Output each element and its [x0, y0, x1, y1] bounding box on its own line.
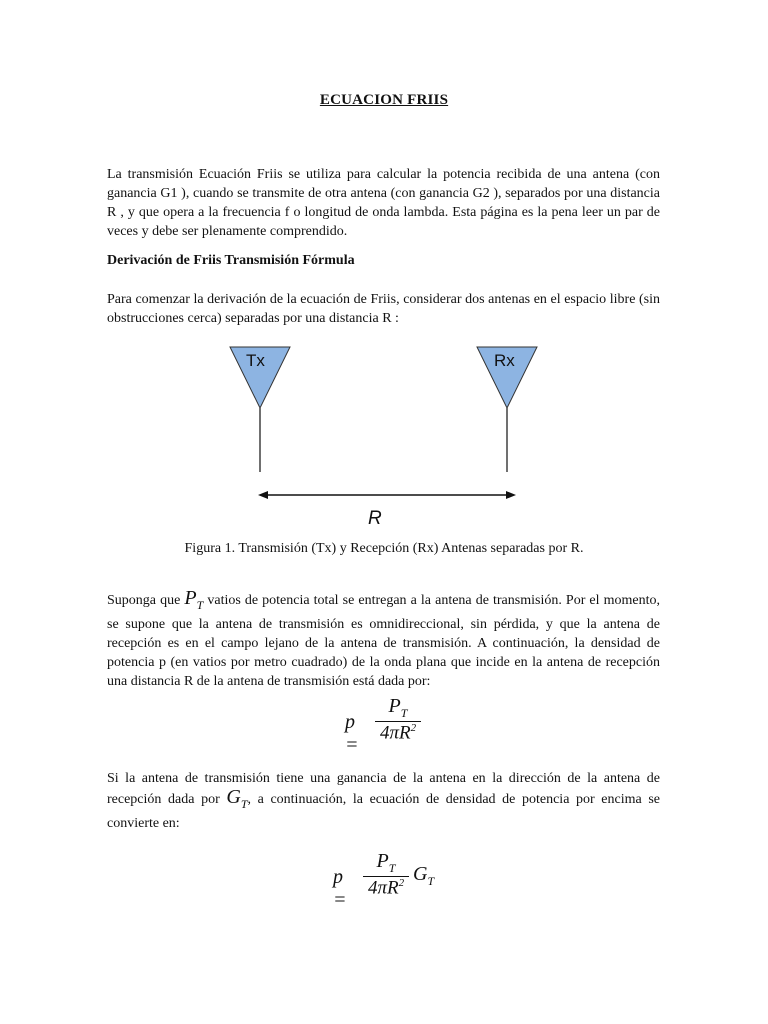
pt-symbol: $P_T$ [184, 587, 204, 612]
power-paragraph [107, 589, 660, 691]
eq2-lhs: p = [333, 866, 347, 911]
gt-symbol: $G_T$ [226, 786, 248, 811]
eq2-fraction [363, 850, 409, 899]
eq2-gain-term: $G_T$ [413, 863, 435, 888]
eq1-fraction [375, 695, 421, 744]
para3-start: Suponga que [107, 593, 181, 608]
distance-label: R [368, 508, 382, 529]
rx-label: Rx [494, 351, 515, 370]
eq1-lhs: p = [345, 711, 359, 756]
section-heading: Derivación de Friis Transmisión Fórmula [107, 253, 355, 268]
eq2-numerator: $P_T$ [376, 850, 396, 875]
eq1-denominator: $4\pi R^2$ [379, 722, 417, 744]
tx-label: Tx [246, 351, 265, 370]
para4-start: Si la antena de transmisión tiene una ganancia de la antena en la dirección de la antena de recepción dada por [107, 771, 660, 807]
eq2-denominator: $4\pi R^2$ [367, 877, 405, 899]
eq1-numerator: $P_T$ [388, 695, 408, 720]
gain-paragraph [107, 769, 660, 833]
para3-rest: vatios de potencia total se entregan a la antena de transmisión. Por el momento, se supone que la antena de transmisión es omnidireccional, sin pérdida, y que la antena de recepción es en el campo lejano de la antena de transmisión. A continuación, la densidad de potencia p (en vatios por metro cuadrado) de la onda plana que incide en la antena de recepción una distancia R de la antena de transmisión está dada por: [107, 593, 660, 689]
para4-rest: , a continuación, la ecuación de densidad de potencia por encima se convierte en: [107, 792, 661, 831]
intro-paragraph: La transmisión Ecuación Friis se utiliza para calcular la potencia recibida de una antena (con ganancia G1 ), cuando se transmite de otra antena (con ganancia G2 ), separados por una distancia R , y que opera a la frecuencia f o longitud de onda lambda. Esta página es la pena leer un par de veces y debe ser plenamente comprendido. [107, 167, 660, 239]
figure-caption: Figura 1. Transmisión (Tx) y Recepción (Rx) Antenas separadas por R. [184, 541, 584, 556]
derivation-paragraph: Para comenzar la derivación de la ecuación de Friis, considerar dos antenas en el espacio libre (sin obstrucciones cerca) separadas por una distancia R : [107, 292, 660, 326]
distance-arrow [258, 491, 516, 499]
page-title: ECUACION FRIIS [319, 92, 449, 108]
